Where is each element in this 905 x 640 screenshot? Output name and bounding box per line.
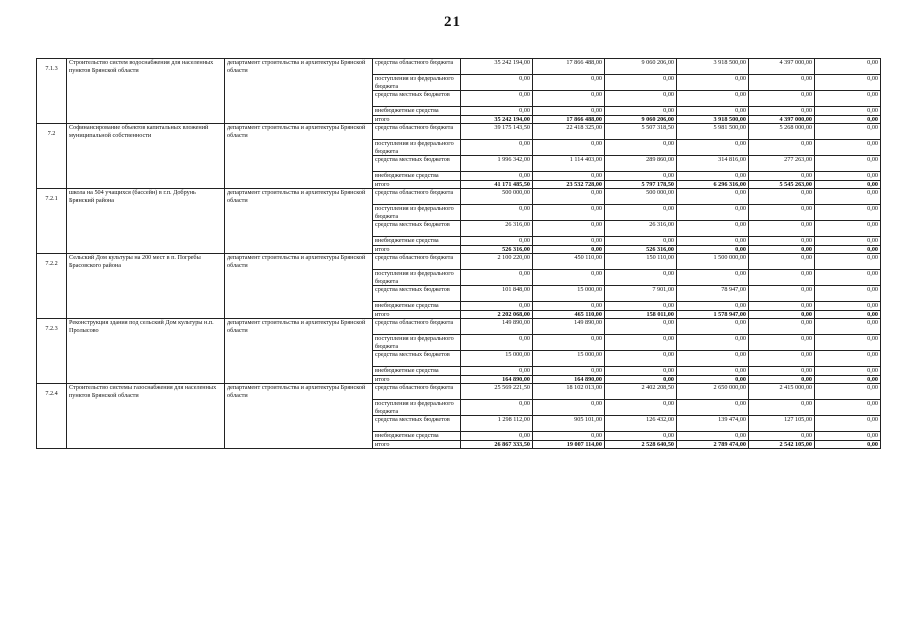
amount-cell: 277 263,00 <box>749 156 815 172</box>
amount-cell: 2 402 208,50 <box>605 384 677 400</box>
item-name: Строительство систем водоснабжения для населенных пунктов Брянской области <box>67 59 225 124</box>
amount-cell: 0,00 <box>605 432 677 441</box>
amount-cell: 0,00 <box>677 367 749 376</box>
funding-source: внебюджетные средства <box>373 237 461 246</box>
funding-source: средства областного бюджета <box>373 254 461 270</box>
amount-cell: 0,00 <box>815 59 881 75</box>
amount-cell: 0,00 <box>461 237 533 246</box>
amount-cell: 0,00 <box>815 384 881 400</box>
amount-cell: 5 797 178,50 <box>605 180 677 189</box>
amount-cell: 41 171 485,50 <box>461 180 533 189</box>
amount-cell: 4 397 000,00 <box>749 115 815 124</box>
amount-cell: 0,00 <box>815 416 881 432</box>
amount-cell: 0,00 <box>605 400 677 416</box>
amount-cell: 9 060 206,00 <box>605 115 677 124</box>
amount-cell: 1 578 947,00 <box>677 310 749 319</box>
funding-source: поступления из федерального бюджета <box>373 400 461 416</box>
amount-cell: 0,00 <box>533 432 605 441</box>
item-executor: департамент строительства и архитектуры Брянской области <box>225 124 373 189</box>
funding-source: итого <box>373 375 461 384</box>
amount-cell: 6 296 316,00 <box>677 180 749 189</box>
item-code: 7.2.4 <box>37 384 67 449</box>
amount-cell: 0,00 <box>749 172 815 181</box>
amount-cell: 0,00 <box>533 237 605 246</box>
amount-cell: 450 110,00 <box>533 254 605 270</box>
amount-cell: 0,00 <box>677 302 749 311</box>
item-executor: департамент строительства и архитектуры Брянской области <box>225 59 373 124</box>
amount-cell: 0,00 <box>677 75 749 91</box>
amount-cell: 0,00 <box>461 270 533 286</box>
item-name: Строительство системы газоснабжения для населенных пунктов Брянской области <box>67 384 225 449</box>
amount-cell: 0,00 <box>605 140 677 156</box>
amount-cell: 0,00 <box>749 367 815 376</box>
funding-source: итого <box>373 440 461 449</box>
amount-cell: 22 418 325,00 <box>533 124 605 140</box>
amount-cell: 1 996 342,00 <box>461 156 533 172</box>
amount-cell: 0,00 <box>815 254 881 270</box>
amount-cell: 0,00 <box>677 245 749 254</box>
amount-cell: 4 397 000,00 <box>749 59 815 75</box>
amount-cell: 0,00 <box>749 432 815 441</box>
amount-cell: 0,00 <box>815 237 881 246</box>
funding-source: поступления из федерального бюджета <box>373 75 461 91</box>
amount-cell: 0,00 <box>605 91 677 107</box>
amount-cell: 0,00 <box>461 75 533 91</box>
amount-cell: 0,00 <box>605 335 677 351</box>
funding-source: средства местных бюджетов <box>373 91 461 107</box>
amount-cell: 101 848,00 <box>461 286 533 302</box>
amount-cell: 0,00 <box>749 91 815 107</box>
budget-table-body <box>37 59 881 449</box>
amount-cell: 127 105,00 <box>749 416 815 432</box>
amount-cell: 0,00 <box>815 440 881 449</box>
page-number: 21 <box>444 14 461 30</box>
amount-cell: 164 890,00 <box>461 375 533 384</box>
amount-cell: 1 298 112,00 <box>461 416 533 432</box>
amount-cell: 25 569 221,50 <box>461 384 533 400</box>
funding-source: средства местных бюджетов <box>373 156 461 172</box>
amount-cell: 0,00 <box>677 270 749 286</box>
amount-cell: 0,00 <box>749 302 815 311</box>
funding-source: итого <box>373 310 461 319</box>
amount-cell: 0,00 <box>461 432 533 441</box>
amount-cell: 0,00 <box>749 107 815 116</box>
amount-cell: 0,00 <box>749 75 815 91</box>
amount-cell: 0,00 <box>677 400 749 416</box>
amount-cell: 0,00 <box>533 400 605 416</box>
amount-cell: 0,00 <box>605 172 677 181</box>
amount-cell: 0,00 <box>815 432 881 441</box>
amount-cell: 3 918 500,00 <box>677 59 749 75</box>
amount-cell: 0,00 <box>815 351 881 367</box>
funding-source: итого <box>373 245 461 254</box>
amount-cell: 0,00 <box>749 335 815 351</box>
amount-cell: 0,00 <box>605 375 677 384</box>
amount-cell: 0,00 <box>605 302 677 311</box>
table-row <box>37 254 881 270</box>
funding-source: поступления из федерального бюджета <box>373 270 461 286</box>
amount-cell: 0,00 <box>533 270 605 286</box>
amount-cell: 15 000,00 <box>533 351 605 367</box>
amount-cell: 0,00 <box>677 172 749 181</box>
funding-source: внебюджетные средства <box>373 432 461 441</box>
amount-cell: 0,00 <box>677 237 749 246</box>
amount-cell: 0,00 <box>533 205 605 221</box>
amount-cell: 0,00 <box>461 140 533 156</box>
funding-source: итого <box>373 180 461 189</box>
amount-cell: 0,00 <box>749 254 815 270</box>
amount-cell: 2 542 105,00 <box>749 440 815 449</box>
item-code: 7.2.2 <box>37 254 67 319</box>
amount-cell: 0,00 <box>677 140 749 156</box>
amount-cell: 0,00 <box>815 172 881 181</box>
funding-source: внебюджетные средства <box>373 107 461 116</box>
amount-cell: 0,00 <box>677 189 749 205</box>
amount-cell: 526 316,00 <box>605 245 677 254</box>
amount-cell: 126 432,00 <box>605 416 677 432</box>
amount-cell: 0,00 <box>815 245 881 254</box>
amount-cell: 0,00 <box>461 205 533 221</box>
amount-cell: 18 102 013,00 <box>533 384 605 400</box>
amount-cell: 0,00 <box>533 140 605 156</box>
amount-cell: 5 981 500,00 <box>677 124 749 140</box>
amount-cell: 0,00 <box>605 367 677 376</box>
amount-cell: 5 545 263,00 <box>749 180 815 189</box>
amount-cell: 0,00 <box>815 91 881 107</box>
amount-cell: 0,00 <box>461 367 533 376</box>
amount-cell: 0,00 <box>677 335 749 351</box>
amount-cell: 0,00 <box>815 400 881 416</box>
amount-cell: 0,00 <box>605 75 677 91</box>
funding-source: средства областного бюджета <box>373 189 461 205</box>
funding-source: средства местных бюджетов <box>373 286 461 302</box>
funding-source: средства местных бюджетов <box>373 416 461 432</box>
funding-source: внебюджетные средства <box>373 367 461 376</box>
funding-source: поступления из федерального бюджета <box>373 335 461 351</box>
amount-cell: 0,00 <box>605 107 677 116</box>
item-executor: департамент строительства и архитектуры Брянской области <box>225 384 373 449</box>
funding-source: поступления из федерального бюджета <box>373 205 461 221</box>
amount-cell: 0,00 <box>677 351 749 367</box>
amount-cell: 26 316,00 <box>605 221 677 237</box>
amount-cell: 0,00 <box>533 221 605 237</box>
amount-cell: 35 242 194,00 <box>461 115 533 124</box>
amount-cell: 15 000,00 <box>533 286 605 302</box>
amount-cell: 0,00 <box>533 302 605 311</box>
amount-cell: 0,00 <box>815 156 881 172</box>
amount-cell: 0,00 <box>677 107 749 116</box>
item-executor: департамент строительства и архитектуры Брянской области <box>225 189 373 254</box>
amount-cell: 0,00 <box>677 91 749 107</box>
funding-source: поступления из федерального бюджета <box>373 140 461 156</box>
amount-cell: 0,00 <box>461 335 533 351</box>
item-code: 7.2 <box>37 124 67 189</box>
amount-cell: 0,00 <box>677 375 749 384</box>
amount-cell: 15 000,00 <box>461 351 533 367</box>
amount-cell: 0,00 <box>749 375 815 384</box>
amount-cell: 0,00 <box>677 319 749 335</box>
amount-cell: 19 007 114,00 <box>533 440 605 449</box>
amount-cell: 500 000,00 <box>461 189 533 205</box>
amount-cell: 23 532 728,00 <box>533 180 605 189</box>
amount-cell: 0,00 <box>461 302 533 311</box>
amount-cell: 0,00 <box>749 351 815 367</box>
amount-cell: 0,00 <box>677 205 749 221</box>
amount-cell: 0,00 <box>605 205 677 221</box>
amount-cell: 0,00 <box>815 286 881 302</box>
amount-cell: 7 901,00 <box>605 286 677 302</box>
amount-cell: 5 268 000,00 <box>749 124 815 140</box>
amount-cell: 0,00 <box>815 270 881 286</box>
amount-cell: 0,00 <box>677 221 749 237</box>
amount-cell: 314 816,00 <box>677 156 749 172</box>
item-code: 7.2.3 <box>37 319 67 384</box>
amount-cell: 0,00 <box>677 432 749 441</box>
amount-cell: 0,00 <box>815 124 881 140</box>
amount-cell: 0,00 <box>815 367 881 376</box>
amount-cell: 0,00 <box>461 91 533 107</box>
amount-cell: 0,00 <box>749 319 815 335</box>
funding-source: внебюджетные средства <box>373 172 461 181</box>
amount-cell: 2 100 220,00 <box>461 254 533 270</box>
amount-cell: 0,00 <box>461 107 533 116</box>
funding-source: средства областного бюджета <box>373 59 461 75</box>
item-code: 7.1.3 <box>37 59 67 124</box>
item-name: школа на 504 учащихся (бассейн) в г.п. Добрунь Брянский района <box>67 189 225 254</box>
amount-cell: 526 316,00 <box>461 245 533 254</box>
amount-cell: 2 202 068,00 <box>461 310 533 319</box>
amount-cell: 149 890,00 <box>533 319 605 335</box>
item-code: 7.2.1 <box>37 189 67 254</box>
amount-cell: 0,00 <box>815 335 881 351</box>
amount-cell: 0,00 <box>461 172 533 181</box>
amount-cell: 158 011,00 <box>605 310 677 319</box>
amount-cell: 139 474,00 <box>677 416 749 432</box>
amount-cell: 0,00 <box>749 237 815 246</box>
amount-cell: 0,00 <box>815 302 881 311</box>
amount-cell: 26 316,00 <box>461 221 533 237</box>
amount-cell: 1 500 000,00 <box>677 254 749 270</box>
amount-cell: 0,00 <box>533 245 605 254</box>
amount-cell: 78 947,00 <box>677 286 749 302</box>
funding-source: средства областного бюджета <box>373 319 461 335</box>
amount-cell: 17 866 488,00 <box>533 59 605 75</box>
amount-cell: 0,00 <box>749 140 815 156</box>
funding-source: средства местных бюджетов <box>373 351 461 367</box>
amount-cell: 0,00 <box>749 221 815 237</box>
funding-source: итого <box>373 115 461 124</box>
amount-cell: 17 866 488,00 <box>533 115 605 124</box>
amount-cell: 5 507 318,50 <box>605 124 677 140</box>
amount-cell: 0,00 <box>749 189 815 205</box>
amount-cell: 905 101,00 <box>533 416 605 432</box>
amount-cell: 0,00 <box>815 107 881 116</box>
funding-source: средства областного бюджета <box>373 384 461 400</box>
amount-cell: 0,00 <box>533 367 605 376</box>
amount-cell: 465 110,00 <box>533 310 605 319</box>
amount-cell: 0,00 <box>533 107 605 116</box>
amount-cell: 0,00 <box>749 310 815 319</box>
amount-cell: 0,00 <box>749 286 815 302</box>
amount-cell: 2 528 640,50 <box>605 440 677 449</box>
amount-cell: 164 890,00 <box>533 375 605 384</box>
amount-cell: 1 114 403,00 <box>533 156 605 172</box>
amount-cell: 0,00 <box>749 400 815 416</box>
table-row <box>37 319 881 335</box>
amount-cell: 150 110,00 <box>605 254 677 270</box>
item-name: Софинансирование объектов капитальных вложений муниципальной собственности <box>67 124 225 189</box>
amount-cell: 35 242 194,00 <box>461 59 533 75</box>
amount-cell: 39 175 143,50 <box>461 124 533 140</box>
amount-cell: 0,00 <box>605 270 677 286</box>
amount-cell: 0,00 <box>533 189 605 205</box>
funding-source: внебюджетные средства <box>373 302 461 311</box>
funding-source: средства областного бюджета <box>373 124 461 140</box>
amount-cell: 0,00 <box>815 310 881 319</box>
amount-cell: 0,00 <box>815 319 881 335</box>
amount-cell: 2 789 474,00 <box>677 440 749 449</box>
amount-cell: 0,00 <box>815 205 881 221</box>
amount-cell: 3 918 500,00 <box>677 115 749 124</box>
item-name: Реконструкция здания под сельский Дом культуры н.п. Пролысово <box>67 319 225 384</box>
amount-cell: 149 890,00 <box>461 319 533 335</box>
amount-cell: 26 867 333,50 <box>461 440 533 449</box>
amount-cell: 0,00 <box>815 221 881 237</box>
amount-cell: 2 650 000,00 <box>677 384 749 400</box>
amount-cell: 0,00 <box>605 351 677 367</box>
amount-cell: 0,00 <box>749 270 815 286</box>
amount-cell: 2 415 000,00 <box>749 384 815 400</box>
amount-cell: 0,00 <box>815 189 881 205</box>
funding-source: средства местных бюджетов <box>373 221 461 237</box>
budget-table <box>36 58 881 449</box>
amount-cell: 0,00 <box>533 91 605 107</box>
amount-cell: 0,00 <box>533 172 605 181</box>
amount-cell: 500 000,00 <box>605 189 677 205</box>
amount-cell: 9 060 206,00 <box>605 59 677 75</box>
item-executor: департамент строительства и архитектуры Брянской области <box>225 254 373 319</box>
amount-cell: 0,00 <box>815 180 881 189</box>
item-name: Сельский Дом культуры на 200 мест в п. Погребы Брасовского района <box>67 254 225 319</box>
amount-cell: 0,00 <box>605 237 677 246</box>
amount-cell: 0,00 <box>533 75 605 91</box>
amount-cell: 0,00 <box>815 375 881 384</box>
amount-cell: 0,00 <box>461 400 533 416</box>
amount-cell: 0,00 <box>749 205 815 221</box>
amount-cell: 0,00 <box>815 75 881 91</box>
table-row <box>37 124 881 140</box>
item-executor: департамент строительства и архитектуры Брянской области <box>225 319 373 384</box>
amount-cell: 289 860,00 <box>605 156 677 172</box>
amount-cell: 0,00 <box>815 115 881 124</box>
amount-cell: 0,00 <box>605 319 677 335</box>
amount-cell: 0,00 <box>533 335 605 351</box>
amount-cell: 0,00 <box>815 140 881 156</box>
amount-cell: 0,00 <box>749 245 815 254</box>
table-row <box>37 59 881 75</box>
table-row <box>37 189 881 205</box>
table-row <box>37 384 881 400</box>
